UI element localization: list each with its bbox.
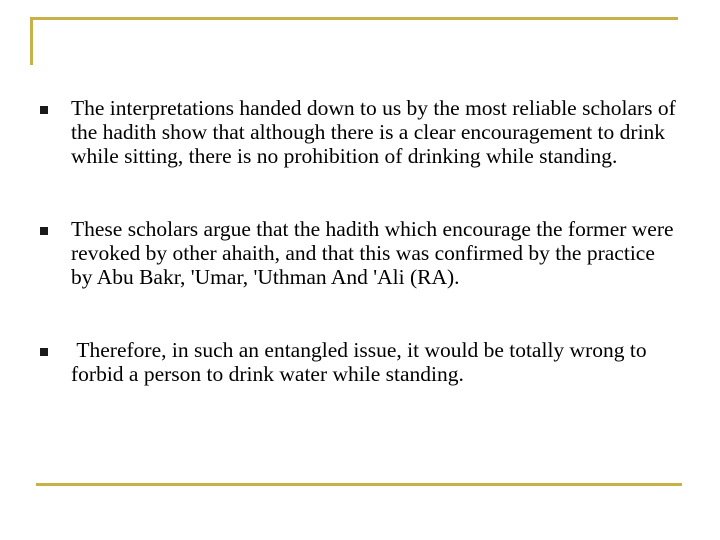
bullet-item-1 [40, 96, 680, 168]
square-bullet-icon [40, 106, 48, 114]
frame-left-rule [30, 17, 33, 65]
bullet-text-3: Therefore, in such an entangled issue, it would be totally wrong to forbid a person to drink water while standing. [71, 338, 652, 386]
bullet-text-1: The interpretations handed down to us by the most reliable scholars of the hadith show that although there is a clear encouragement to drink while sitting, there is no prohibition of drinking while standing. [71, 96, 682, 168]
bullet-list [40, 96, 680, 386]
bullet-item-3 [40, 338, 680, 386]
square-bullet-icon [40, 227, 48, 235]
bullet-item-2 [40, 217, 680, 289]
frame-top-rule [30, 17, 678, 20]
frame-bottom-rule [36, 483, 682, 486]
square-bullet-icon [40, 348, 48, 356]
bullet-text-2: These scholars argue that the hadith which encourage the former were revoked by other ahaith, and that this was confirmed by the practice by Abu Bakr, 'Umar, 'Uthman And 'Ali (RA). [71, 217, 679, 289]
